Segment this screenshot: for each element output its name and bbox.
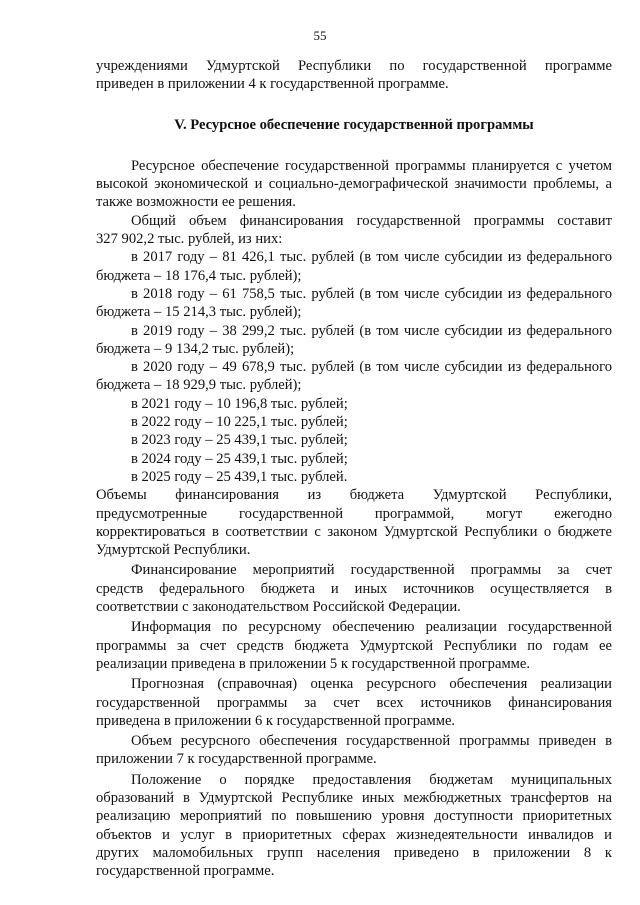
year-2022-line: в 2022 году – 10 225,1 тыс. рублей; [131,414,348,431]
year-2023-line: в 2023 году – 25 439,1 тыс. рублей; [131,432,348,449]
text-line: Прогнозная (справочная) оценка ресурсного обеспечения реализации [131,676,612,693]
text-line: учреждениями Удмуртской Республики по государственной программе [96,58,612,74]
text-line: приведена в приложении 6 к государственной программе. [96,712,456,729]
text-line: Общий объем финансирования государственной программы составит [131,212,612,229]
text-column [96,57,612,880]
text-line: других маломобильных групп населения приведено в приложении 8 к [96,844,612,861]
text-line: средств федерального бюджета и иных источников осуществляется в [96,580,612,597]
paragraph-federal-funding [96,561,612,616]
text-line: государственной программы за счет всех источников финансирования [96,694,612,711]
page-number: 55 [313,28,327,43]
paragraph-total-funding [96,212,612,249]
text-line: соответствии с законодательством Российской Федерации. [96,599,461,616]
text-line: программы за счет средств бюджета Удмуртской Республики по годам ее [96,637,612,654]
text-line: объектов и услуг в приоритетных сферах жизнедеятельности инвалидов и [96,826,612,843]
year-2019-line: в 2019 году – 38 299,2 тыс. рублей (в том числе субсидии из федерального [131,322,612,339]
intro-paragraph [96,57,612,94]
text-line: высокой экономической и социально-демографической значимости проблемы, а [96,176,612,193]
funding-by-year-list [96,248,612,486]
section-heading: V. Ресурсное обеспечение государственной программы [174,116,534,133]
year-2025-line: в 2025 году – 25 439,1 тыс. рублей. [131,468,348,485]
text-line: реализации приведена в приложении 5 к государственной программе. [96,655,531,672]
paragraph-appendix-5 [96,618,612,673]
text-line: приведен в приложении 4 к государственной программе. [96,76,449,93]
year-2020-line: бюджета – 18 929,9 тыс. рублей); [96,377,302,394]
text-line: государственной программе. [96,863,275,880]
text-line: Информация по ресурсному обеспечению реализации государственной [131,619,612,636]
year-2019-line: бюджета – 9 134,2 тыс. рублей); [96,340,295,357]
text-line: образований в Удмуртской Республике иных межбюджетных трансфертов на [96,789,612,806]
year-2021-line: в 2021 году – 10 196,8 тыс. рублей; [131,395,348,412]
text-line: Объем ресурсного обеспечения государственной программы приведен в [131,733,612,750]
paragraph-appendix-7 [96,732,612,769]
year-2024-line: в 2024 году – 25 439,1 тыс. рублей; [131,450,348,467]
text-line: Ресурсное обеспечение государственной программы планируется с учетом [131,157,612,174]
paragraph-resource-provision [96,157,612,212]
text-line: также возможности ее решения. [96,194,296,211]
year-2020-line: в 2020 году – 49 678,9 тыс. рублей (в том числе субсидии из федерального [131,359,612,376]
text-line: реализацию мероприятий по повышению уровня доступности приоритетных [96,808,612,825]
year-2017-line: в 2017 году – 81 426,1 тыс. рублей (в том числе субсидии из федерального [131,249,612,266]
paragraph-budget-volumes [96,486,612,559]
text-line: Финансирование мероприятий государственной программы за счет [131,562,612,579]
text-line: приложении 7 к государственной программе. [96,751,377,768]
text-line: корректироваться в соответствии с законом Удмуртской Республики о бюджете [96,523,612,540]
year-2018-line: бюджета – 15 214,3 тыс. рублей); [96,304,302,321]
text-line: Удмуртской Республики. [96,542,251,559]
year-2018-line: в 2018 году – 61 758,5 тыс. рублей (в том числе субсидии из федерального [131,285,612,302]
paragraph-appendix-6 [96,675,612,730]
text-line: 327 902,2 тыс. рублей, из них: [96,231,283,248]
text-line: Объемы финансирования из бюджета Удмуртской Республики, [96,487,612,504]
year-2017-line: бюджета – 18 176,4 тыс. рублей); [96,267,302,284]
text-line: Положение о порядке предоставления бюджетам муниципальных [131,771,612,788]
paragraph-appendix-8 [96,771,612,881]
text-line: предусмотренные государственной программой, могут ежегодно [96,505,612,522]
